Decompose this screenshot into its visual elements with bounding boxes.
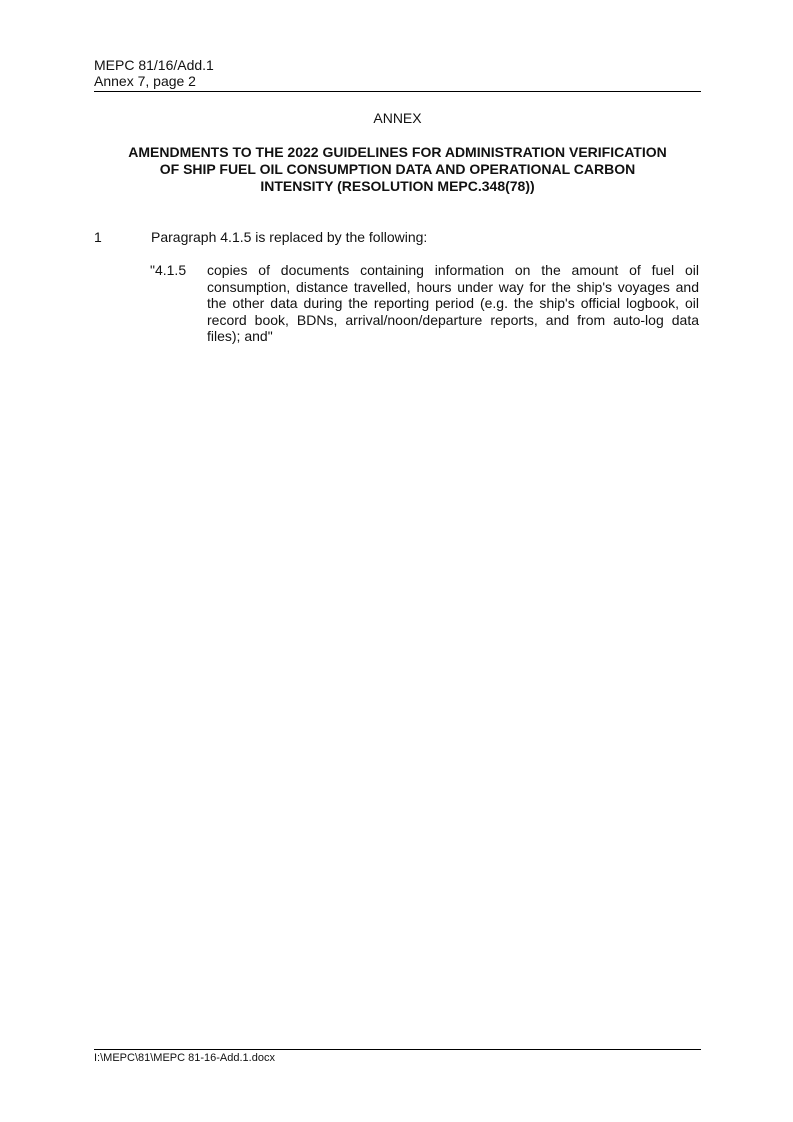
document-title: [94, 144, 701, 195]
title-line-2: OF SHIP FUEL OIL CONSUMPTION DATA AND OPERATIONAL CARBON: [159, 161, 636, 177]
footer-file-path: I:\MEPC\81\MEPC 81-16-Add.1.docx: [94, 1052, 275, 1064]
annex-label: ANNEX: [373, 110, 422, 126]
document-reference: MEPC 81/16/Add.1: [94, 57, 214, 73]
title-line-3: INTENSITY (RESOLUTION MEPC.348(78)): [260, 178, 535, 194]
paragraph-text: Paragraph 4.1.5 is replaced by the following:: [151, 229, 428, 245]
paragraph-number: 1: [94, 229, 102, 245]
page-header: [94, 57, 701, 89]
title-line-1: AMENDMENTS TO THE 2022 GUIDELINES FOR ADMINISTRATION VERIFICATION: [128, 144, 667, 160]
footer-divider: [94, 1049, 701, 1050]
subparagraph-number: "4.1.5: [150, 262, 187, 278]
page-reference: Annex 7, page 2: [94, 73, 196, 89]
header-divider: [94, 91, 701, 92]
subparagraph-text: copies of documents containing information on the amount of fuel oil consumption, distance travelled, hours under way for the ship's voyages and the other data during the reporting period (e.g. the ship's official logbook, oil record book, BDNs, arrival/noon/departure reports, and from auto-log data files); and": [207, 262, 699, 344]
